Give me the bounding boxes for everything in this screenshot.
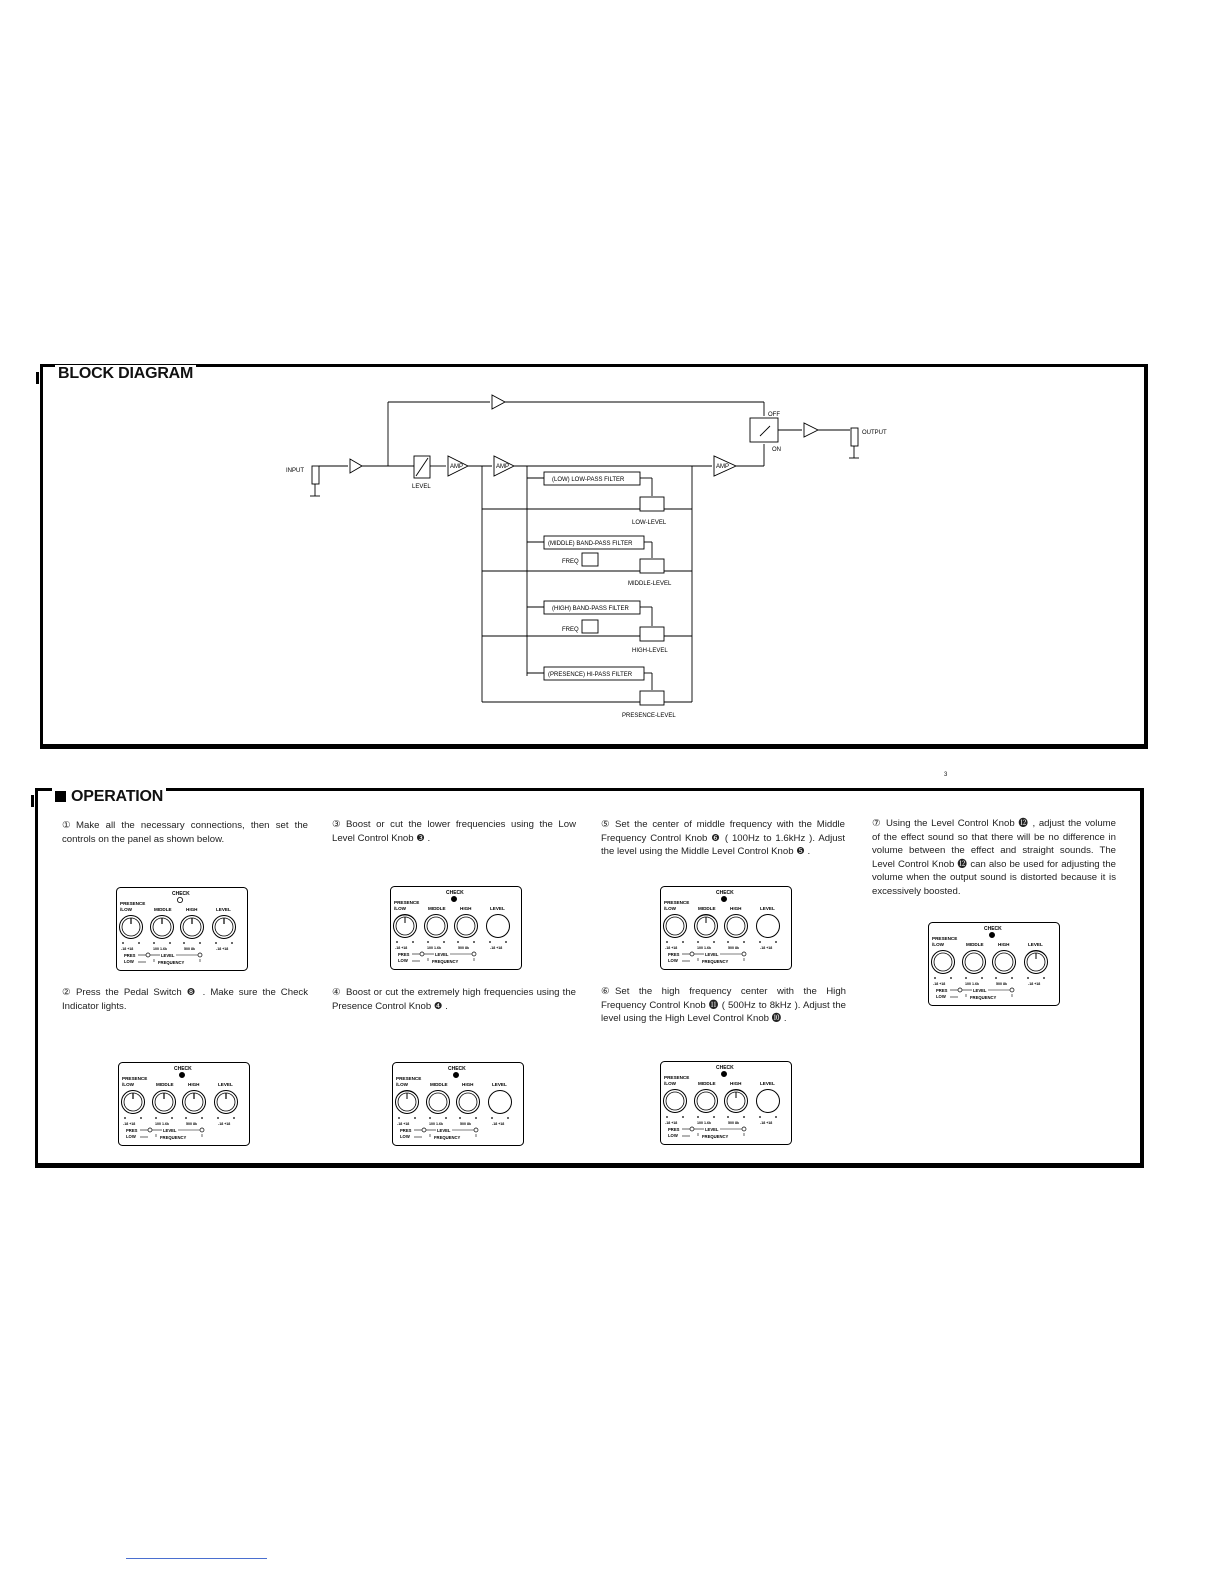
- bd-level-label: LEVEL: [412, 484, 431, 490]
- bd-presence-level-label: PRESENCE-LEVEL: [622, 713, 676, 719]
- check-indicator-icon: [721, 896, 726, 901]
- svg-text:LOW: LOW: [668, 958, 678, 963]
- level-knob: [757, 1090, 780, 1113]
- svg-text:-18 +18: -18 +18: [218, 1122, 231, 1126]
- low-label: /LOW: [394, 906, 406, 911]
- high-knob: [725, 915, 748, 938]
- level-knob: [487, 915, 510, 938]
- middle-knob: [151, 916, 174, 939]
- high-knob: [725, 1090, 748, 1113]
- presence-label: PRESENCE: [664, 1075, 690, 1080]
- panel-step-1: [116, 887, 248, 976]
- high-label: HIGH: [188, 1082, 200, 1087]
- svg-text:-18 +18: -18 +18: [492, 1122, 505, 1126]
- bd-presence-filter-label: (PRESENCE) HI-PASS FILTER: [548, 672, 633, 678]
- svg-text:100 1.6k: 100 1.6k: [965, 982, 979, 986]
- presence-label: PRESENCE: [122, 1076, 148, 1081]
- block-diagram: [0, 0, 1224, 760]
- level-label: LEVEL: [492, 1082, 507, 1087]
- bd-high-filter-label: (HIGH) BAND-PASS FILTER: [552, 606, 629, 612]
- svg-text:LOW: LOW: [398, 958, 408, 963]
- bd-high-level-label: HIGH-LEVEL: [632, 648, 668, 654]
- svg-text:-18 +18: -18 +18: [490, 946, 503, 950]
- level-label: LEVEL: [760, 906, 775, 911]
- presence-low-knob: [394, 915, 417, 938]
- high-label: HIGH: [998, 942, 1010, 947]
- svg-text:LOW: LOW: [124, 959, 134, 964]
- level-knob: [489, 1091, 512, 1114]
- check-label: CHECK: [448, 1066, 466, 1072]
- bd-low-level-label: LOW-LEVEL: [632, 520, 667, 526]
- panel-step-3: [390, 886, 522, 975]
- low-label: /LOW: [122, 1082, 134, 1087]
- low-label: /LOW: [120, 907, 132, 912]
- step-4: ④ Boost or cut the extremely high frequencies using the Presence Control Knob ❹ .: [332, 987, 576, 1012]
- svg-text:PRES: PRES: [668, 952, 680, 957]
- bd-high-freq-label: FREQ: [562, 627, 579, 633]
- page-mark: 3: [944, 772, 948, 778]
- operation-title-text: OPERATION: [71, 788, 164, 805]
- svg-text:FREQUENCY: FREQUENCY: [702, 959, 729, 964]
- svg-text:LEVEL: LEVEL: [161, 953, 175, 958]
- svg-text:500 8k: 500 8k: [728, 946, 739, 950]
- middle-knob: [695, 915, 718, 938]
- check-indicator-icon: [179, 1072, 184, 1077]
- middle-knob: [425, 915, 448, 938]
- step-7: ⑦ Using the Level Control Knob ⓬ , adjust the volume of the effect sound so that there will be no difference in volume between the effect and straight sounds. The Level Control Knob ⓬ can also be used for adjusting the volume when the output sound is distorted because it is excessively boosted.: [872, 818, 1116, 897]
- svg-text:LOW: LOW: [936, 994, 946, 999]
- svg-text:-18 +18: -18 +18: [665, 1121, 678, 1125]
- panel-step-5: [660, 886, 792, 975]
- level-knob: [215, 1091, 238, 1114]
- high-knob: [993, 951, 1016, 974]
- level-knob: [1025, 951, 1048, 974]
- middle-label: MIDDLE: [698, 906, 716, 911]
- svg-text:500 8k: 500 8k: [728, 1121, 739, 1125]
- bd-middle-level-label: MIDDLE-LEVEL: [628, 581, 672, 587]
- svg-text:LOW: LOW: [668, 1133, 678, 1138]
- bd-input-label: INPUT: [286, 468, 304, 474]
- svg-text:500 8k: 500 8k: [996, 982, 1007, 986]
- middle-knob: [153, 1091, 176, 1114]
- presence-label: PRESENCE: [664, 900, 690, 905]
- svg-text:100 1.6k: 100 1.6k: [429, 1122, 443, 1126]
- operation-title: [52, 788, 166, 806]
- check-indicator-icon: [453, 1072, 458, 1077]
- svg-text:-18 +18: -18 +18: [121, 947, 134, 951]
- svg-text:PRES: PRES: [400, 1128, 412, 1133]
- check-label: CHECK: [446, 890, 464, 896]
- middle-knob: [963, 951, 986, 974]
- panel-step-2: [118, 1062, 250, 1151]
- low-label: /LOW: [664, 1081, 676, 1086]
- svg-text:-18 +18: -18 +18: [1028, 982, 1041, 986]
- svg-text:FREQUENCY: FREQUENCY: [702, 1134, 729, 1139]
- panel-step-4: [392, 1062, 524, 1151]
- svg-text:-18 +18: -18 +18: [760, 1121, 773, 1125]
- middle-label: MIDDLE: [698, 1081, 716, 1086]
- svg-text:LOW: LOW: [126, 1134, 136, 1139]
- svg-text:FREQUENCY: FREQUENCY: [160, 1135, 187, 1140]
- svg-text:FREQUENCY: FREQUENCY: [158, 960, 185, 965]
- middle-label: MIDDLE: [428, 906, 446, 911]
- step-3: ③ Boost or cut the lower frequencies using the Low Level Control Knob ❸ .: [332, 819, 576, 844]
- svg-text:LEVEL: LEVEL: [437, 1128, 451, 1133]
- panel-step-6: [660, 1061, 792, 1150]
- presence-low-knob: [122, 1091, 145, 1114]
- svg-text:100 1.6k: 100 1.6k: [697, 1121, 711, 1125]
- svg-text:500 8k: 500 8k: [460, 1122, 471, 1126]
- high-knob: [455, 915, 478, 938]
- level-label: LEVEL: [490, 906, 505, 911]
- svg-text:FREQUENCY: FREQUENCY: [434, 1135, 461, 1140]
- operation-corner-tick: [31, 795, 34, 807]
- bd-amp1-label: AMP: [450, 464, 464, 470]
- check-label: CHECK: [716, 1065, 734, 1071]
- bd-middle-filter-label: (MIDDLE) BAND-PASS FILTER: [548, 541, 633, 547]
- middle-label: MIDDLE: [154, 907, 172, 912]
- svg-text:PRES: PRES: [124, 953, 136, 958]
- check-indicator-icon: [989, 932, 994, 937]
- check-indicator-icon: [177, 897, 182, 902]
- low-label: /LOW: [932, 942, 944, 947]
- presence-low-knob: [120, 916, 143, 939]
- svg-text:FREQUENCY: FREQUENCY: [970, 995, 997, 1000]
- high-label: HIGH: [730, 1081, 742, 1086]
- check-label: CHECK: [174, 1066, 192, 1072]
- bd-middle-freq-label: FREQ: [562, 559, 579, 565]
- check-label: CHECK: [984, 926, 1002, 932]
- high-label: HIGH: [462, 1082, 474, 1087]
- panel-step-7: [928, 922, 1060, 1011]
- svg-text:FREQUENCY: FREQUENCY: [432, 959, 459, 964]
- level-label: LEVEL: [760, 1081, 775, 1086]
- svg-text:500 8k: 500 8k: [184, 947, 195, 951]
- check-label: CHECK: [172, 891, 190, 897]
- svg-text:PRES: PRES: [126, 1128, 138, 1133]
- square-bullet-icon: [55, 791, 66, 802]
- high-label: HIGH: [186, 907, 198, 912]
- svg-text:-18 +18: -18 +18: [216, 947, 229, 951]
- svg-text:LEVEL: LEVEL: [705, 1127, 719, 1132]
- presence-label: PRESENCE: [932, 936, 958, 941]
- check-indicator-icon: [721, 1071, 726, 1076]
- svg-text:-18 +18: -18 +18: [665, 946, 678, 950]
- step-1: ① Make all the necessary connections, then set the controls on the panel as shown below.: [62, 820, 308, 845]
- svg-text:-18 +18: -18 +18: [123, 1122, 136, 1126]
- svg-text:PRES: PRES: [668, 1127, 680, 1132]
- middle-knob: [695, 1090, 718, 1113]
- level-label: LEVEL: [216, 907, 231, 912]
- svg-text:-18 +18: -18 +18: [395, 946, 408, 950]
- high-knob: [181, 916, 204, 939]
- svg-text:-18 +18: -18 +18: [760, 946, 773, 950]
- bd-low-filter-label: (LOW) LOW-PASS FILTER: [552, 477, 625, 483]
- svg-text:100 1.6k: 100 1.6k: [697, 946, 711, 950]
- high-label: HIGH: [460, 906, 472, 911]
- bd-amp3-label: AMP: [716, 464, 730, 470]
- presence-low-knob: [932, 951, 955, 974]
- footer-rule: [126, 1558, 267, 1559]
- middle-label: MIDDLE: [430, 1082, 448, 1087]
- svg-text:-18 +18: -18 +18: [933, 982, 946, 986]
- svg-text:LEVEL: LEVEL: [705, 952, 719, 957]
- step-6: ⑥ Set the high frequency center with the High Frequency Control Knob ⓫ ( 500Hz to 8kHz ). Adjust the level using the High Level Control Knob ❿ .: [601, 986, 846, 1025]
- svg-text:100 1.6k: 100 1.6k: [155, 1122, 169, 1126]
- presence-low-knob: [396, 1091, 419, 1114]
- svg-text:LOW: LOW: [400, 1134, 410, 1139]
- bd-on-label: ON: [772, 447, 781, 453]
- presence-label: PRESENCE: [396, 1076, 422, 1081]
- check-label: CHECK: [716, 890, 734, 896]
- middle-label: MIDDLE: [966, 942, 984, 947]
- level-label: LEVEL: [218, 1082, 233, 1087]
- svg-text:100 1.6k: 100 1.6k: [153, 947, 167, 951]
- check-indicator-icon: [451, 896, 456, 901]
- high-knob: [457, 1091, 480, 1114]
- block-diagram-title: BLOCK DIAGRAM: [55, 365, 196, 383]
- step-5: ⑤ Set the center of middle frequency with the Middle Frequency Control Knob ❻ ( 100Hz to 1.6kHz ). Adjust the level using the Middle Level Control Knob ❺ .: [601, 819, 845, 858]
- svg-text:LEVEL: LEVEL: [163, 1128, 177, 1133]
- level-knob: [213, 916, 236, 939]
- middle-knob: [427, 1091, 450, 1114]
- level-label: LEVEL: [1028, 942, 1043, 947]
- level-knob: [757, 915, 780, 938]
- svg-text:LEVEL: LEVEL: [435, 952, 449, 957]
- svg-text:LEVEL: LEVEL: [973, 988, 987, 993]
- step-2: ② Press the Pedal Switch ❽ . Make sure the Check Indicator lights.: [62, 987, 308, 1012]
- bd-off-label: OFF: [768, 412, 780, 418]
- low-label: /LOW: [396, 1082, 408, 1087]
- high-label: HIGH: [730, 906, 742, 911]
- bd-output-label: OUTPUT: [862, 430, 887, 436]
- svg-text:-18 +18: -18 +18: [397, 1122, 410, 1126]
- presence-low-knob: [664, 1090, 687, 1113]
- presence-low-knob: [664, 915, 687, 938]
- presence-label: PRESENCE: [120, 901, 146, 906]
- high-knob: [183, 1091, 206, 1114]
- svg-text:PRES: PRES: [398, 952, 410, 957]
- svg-text:100 1.6k: 100 1.6k: [427, 946, 441, 950]
- low-label: /LOW: [664, 906, 676, 911]
- middle-label: MIDDLE: [156, 1082, 174, 1087]
- svg-text:500 8k: 500 8k: [186, 1122, 197, 1126]
- presence-label: PRESENCE: [394, 900, 420, 905]
- svg-text:PRES: PRES: [936, 988, 948, 993]
- bd-amp2-label: AMP: [496, 464, 510, 470]
- svg-text:500 8k: 500 8k: [458, 946, 469, 950]
